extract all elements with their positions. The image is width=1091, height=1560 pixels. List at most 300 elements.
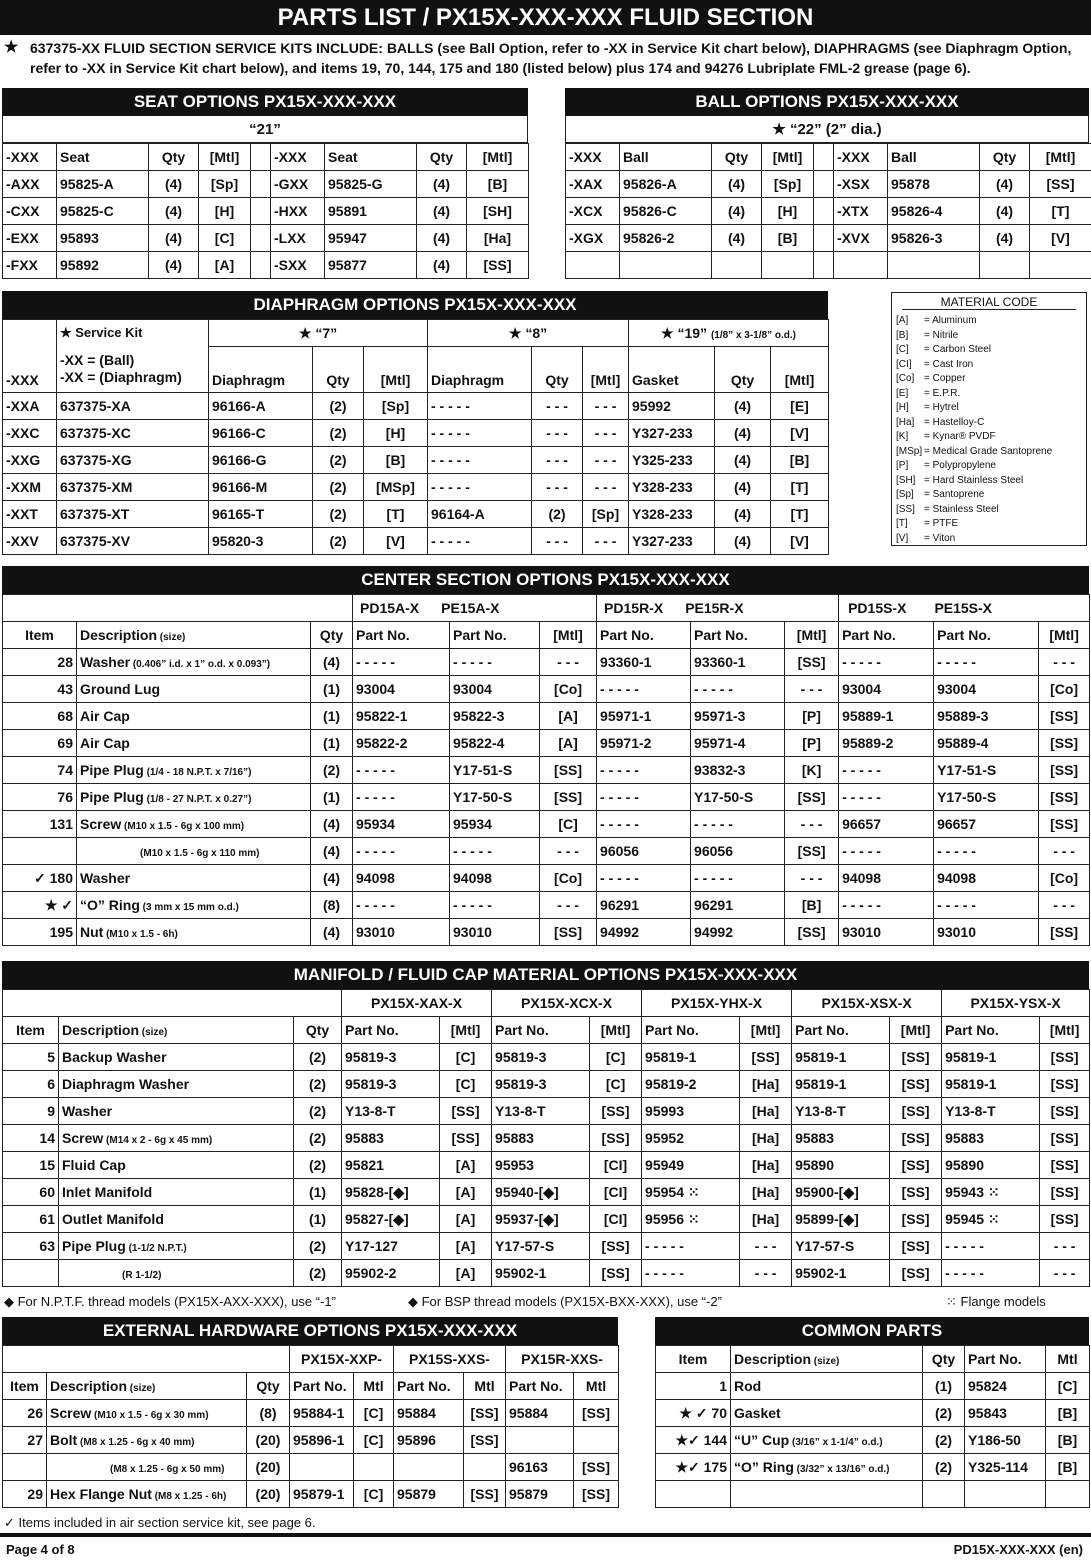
table-cell: -XXA xyxy=(3,393,57,420)
table-cell: [SS] xyxy=(890,1044,942,1071)
table-cell: - - - xyxy=(532,420,583,447)
col-header: Qty xyxy=(247,1373,290,1400)
table-cell: 95902-1 xyxy=(792,1260,890,1287)
table-cell: [SS] xyxy=(890,1098,942,1125)
table-cell: 95819-1 xyxy=(942,1044,1040,1071)
table-cell: [SS] xyxy=(464,1400,506,1427)
table-cell: [SS] xyxy=(467,252,529,279)
table-row xyxy=(3,1400,619,1427)
table-cell: (20) xyxy=(247,1427,290,1454)
table-cell: (2) xyxy=(313,474,364,501)
table-row xyxy=(3,892,1090,919)
col-header: -XXX xyxy=(3,320,57,393)
column-gap xyxy=(251,225,271,252)
table-cell: -XGX xyxy=(566,225,620,252)
table-cell: Y13-8-T xyxy=(492,1098,590,1125)
table-row xyxy=(656,1373,1090,1400)
seat-options-section xyxy=(2,88,528,279)
col-header: [Mtl] xyxy=(440,1017,492,1044)
table-cell xyxy=(965,1481,1046,1508)
table-cell: [SS] xyxy=(1030,171,1091,198)
item-number: 28 xyxy=(3,649,77,676)
table-cell: (4) xyxy=(311,838,353,865)
table-cell: - - - - - xyxy=(353,838,450,865)
table-row xyxy=(3,865,1090,892)
col-header: [Mtl] xyxy=(762,144,814,171)
table-cell: -CXX xyxy=(3,198,57,225)
table-cell: [SS] xyxy=(574,1481,619,1508)
table-cell: (4) xyxy=(715,474,771,501)
table-cell: -XXV xyxy=(3,528,57,555)
table-cell: - - - - - xyxy=(839,757,934,784)
table-cell: 95843 xyxy=(965,1400,1046,1427)
col-header: Qty xyxy=(712,144,762,171)
table-cell: 96163 xyxy=(506,1454,574,1481)
npt-note: ◆ For N.P.T.F. thread models (PX15X-AXX-XXX), use “-1” xyxy=(4,1294,336,1309)
table-cell: 94992 xyxy=(597,919,691,946)
table-row xyxy=(3,676,1090,703)
table-cell: - - - xyxy=(740,1233,792,1260)
table-cell: 94098 xyxy=(450,865,540,892)
table-cell: 95937-[◆] xyxy=(492,1206,590,1233)
table-row xyxy=(3,1233,1090,1260)
table-cell: -FXX xyxy=(3,252,57,279)
table-cell: [SS] xyxy=(1040,1152,1090,1179)
table-cell: [K] xyxy=(785,757,839,784)
table-cell: 95947 xyxy=(325,225,417,252)
model-xax: PX15X-XAX-X xyxy=(342,990,492,1017)
table-cell: (1) xyxy=(294,1206,342,1233)
table-cell: - - - xyxy=(785,811,839,838)
external-hardware-section xyxy=(2,1317,618,1508)
item-19-header: ★ “19” (1/8” x 3-1/8” o.d.) xyxy=(629,320,829,347)
table-cell: 95971-1 xyxy=(597,703,691,730)
table-cell: (2) xyxy=(532,501,583,528)
service-kit-legend: -XX = (Ball) -XX = (Diaphragm) xyxy=(57,347,209,393)
table-cell: - - - xyxy=(532,447,583,474)
description: Fluid Cap xyxy=(59,1152,294,1179)
table-row xyxy=(3,838,1090,865)
table-cell: [V] xyxy=(771,420,829,447)
table-cell: (2) xyxy=(923,1427,965,1454)
table-cell: [H] xyxy=(364,420,428,447)
description: Diaphragm Washer xyxy=(59,1071,294,1098)
col-header: [Mtl] xyxy=(785,622,839,649)
table-cell: [SS] xyxy=(740,1044,792,1071)
table-cell: [CI] xyxy=(590,1152,642,1179)
col-header: Diaphragm xyxy=(428,347,532,393)
table-cell xyxy=(354,1454,394,1481)
center-section-title: CENTER SECTION OPTIONS PX15X-XXX-XXX xyxy=(2,566,1089,594)
table-cell: (4) xyxy=(712,225,762,252)
table-cell: [SS] xyxy=(1040,1206,1090,1233)
common-parts-section xyxy=(655,1317,1089,1508)
table-cell: (4) xyxy=(715,528,771,555)
table-cell: (4) xyxy=(311,649,353,676)
table-row xyxy=(566,171,1091,198)
table-cell: (1) xyxy=(311,703,353,730)
common-parts-table xyxy=(655,1345,1090,1508)
table-cell: 95819-1 xyxy=(642,1044,740,1071)
table-cell: 95879 xyxy=(394,1481,464,1508)
table-cell: 95877 xyxy=(325,252,417,279)
table-cell xyxy=(712,252,762,279)
table-cell: 95943 ⁙ xyxy=(942,1179,1040,1206)
table-cell: [Co] xyxy=(1039,865,1090,892)
table-cell: 95971-3 xyxy=(691,703,785,730)
material-code-entry: [SH] = Hard Stainless Steel xyxy=(896,474,1024,486)
material-code-legend xyxy=(891,292,1087,546)
col-header: Qty xyxy=(311,622,353,649)
table-cell: (1) xyxy=(923,1373,965,1400)
model-xxs-s: PX15S-XXS- xyxy=(394,1346,506,1373)
table-row xyxy=(3,1152,1090,1179)
table-row xyxy=(3,447,829,474)
table-cell: (2) xyxy=(294,1044,342,1071)
col-header: Part No. xyxy=(597,622,691,649)
table-cell: [SH] xyxy=(467,198,529,225)
table-cell: [SS] xyxy=(890,1260,942,1287)
table-cell xyxy=(394,1454,464,1481)
table-cell: 95971-4 xyxy=(691,730,785,757)
description: Pipe Plug (1-1/2 N.P.T.) xyxy=(59,1233,294,1260)
table-cell: [Ha] xyxy=(740,1125,792,1152)
table-cell: 95884-1 xyxy=(290,1400,354,1427)
table-cell: [SS] xyxy=(1040,1071,1090,1098)
table-cell: [A] xyxy=(540,730,597,757)
description: “O” Ring (3 mm x 15 mm o.d.) xyxy=(77,892,311,919)
table-cell: (2) xyxy=(313,393,364,420)
table-cell: [Ha] xyxy=(467,225,529,252)
table-cell: [SS] xyxy=(590,1260,642,1287)
column-gap xyxy=(251,198,271,225)
col-header: [Mtl] xyxy=(890,1017,942,1044)
table-cell: - - - - - xyxy=(691,865,785,892)
description: Air Cap xyxy=(77,703,311,730)
table-cell: - - - - - xyxy=(597,865,691,892)
table-cell: [B] xyxy=(762,225,814,252)
col-header: Item xyxy=(3,1017,59,1044)
table-cell: - - - xyxy=(583,393,629,420)
description: Rod xyxy=(731,1373,923,1400)
table-cell: [C] xyxy=(440,1044,492,1071)
item-number: 9 xyxy=(3,1098,59,1125)
table-cell: [SS] xyxy=(1039,730,1090,757)
material-code-entry: [A] = Aluminum xyxy=(896,315,977,326)
table-cell: (2) xyxy=(313,501,364,528)
table-cell: [SS] xyxy=(590,1125,642,1152)
table-cell: - - - xyxy=(532,474,583,501)
table-cell: 95825-A xyxy=(57,171,149,198)
table-cell: [SS] xyxy=(890,1152,942,1179)
table-cell: 95940-[◆] xyxy=(492,1179,590,1206)
table-cell: (4) xyxy=(149,252,199,279)
item-number: 6 xyxy=(3,1071,59,1098)
table-row xyxy=(566,225,1091,252)
table-row xyxy=(3,757,1090,784)
table-row xyxy=(3,811,1090,838)
table-cell: [CI] xyxy=(590,1179,642,1206)
col-header: Description (size) xyxy=(59,1017,294,1044)
table-cell: 95945 ⁙ xyxy=(942,1206,1040,1233)
table-cell: (2) xyxy=(923,1400,965,1427)
col-header: [Mtl] xyxy=(540,622,597,649)
table-cell: [B] xyxy=(364,447,428,474)
col-header: Part No. xyxy=(342,1017,440,1044)
table-cell: 93832-3 xyxy=(691,757,785,784)
col-header: Item xyxy=(656,1346,731,1373)
table-row xyxy=(3,420,829,447)
table-cell: 96657 xyxy=(934,811,1039,838)
table-cell: [E] xyxy=(771,393,829,420)
material-code-title: MATERIAL CODE xyxy=(902,295,1076,310)
description: Screw (M10 x 1.5 - 6g x 30 mm) xyxy=(47,1400,247,1427)
table-cell xyxy=(762,252,814,279)
table-cell: -XXT xyxy=(3,501,57,528)
table-cell: 95934 xyxy=(353,811,450,838)
column-gap xyxy=(251,144,271,171)
description: Pipe Plug (1/8 - 27 N.P.T. x 0.27”) xyxy=(77,784,311,811)
table-row xyxy=(3,784,1090,811)
table-cell: 95883 xyxy=(492,1125,590,1152)
table-cell: - - - xyxy=(532,393,583,420)
table-cell: 637375-XT xyxy=(57,501,209,528)
seat-table xyxy=(2,143,529,279)
table-cell: [SS] xyxy=(440,1125,492,1152)
table-cell: (4) xyxy=(149,225,199,252)
table-cell: [SS] xyxy=(890,1071,942,1098)
col-header: Part No. xyxy=(506,1373,574,1400)
table-cell: (2) xyxy=(313,528,364,555)
table-cell: [SS] xyxy=(574,1400,619,1427)
table-row xyxy=(3,225,529,252)
table-cell xyxy=(923,1481,965,1508)
table-cell: - - - xyxy=(540,838,597,865)
table-cell: - - - xyxy=(740,1260,792,1287)
model-xxs-r: PX15R-XXS- xyxy=(506,1346,619,1373)
table-cell: Y17-50-S xyxy=(934,784,1039,811)
table-cell: [B] xyxy=(467,171,529,198)
table-cell: 94992 xyxy=(691,919,785,946)
table-cell: -EXX xyxy=(3,225,57,252)
item-7-header: ★ “7” xyxy=(209,320,428,347)
col-header: Qty xyxy=(417,144,467,171)
col-header: Mtl xyxy=(354,1373,394,1400)
table-cell: [SS] xyxy=(574,1454,619,1481)
table-cell: 94098 xyxy=(934,865,1039,892)
table-row xyxy=(3,474,829,501)
table-cell: [Ha] xyxy=(740,1071,792,1098)
col-header: Part No. xyxy=(965,1346,1046,1373)
item-number: ★✓ 175 xyxy=(656,1454,731,1481)
table-cell: 95902-2 xyxy=(342,1260,440,1287)
table-cell: [C] xyxy=(590,1071,642,1098)
col-header: Qty xyxy=(532,347,583,393)
model-group-a: PD15A-X PE15A-X xyxy=(353,595,597,622)
service-kit-note: ★ 637375-XX FLUID SECTION SERVICE KITS INCLUDE: BALLS (see Ball Option, refer to -XX in Service Kit chart below), DIAPHRAGMS (see Diaphragm Option, refer to -XX in Service Kit chart below), and items 19, 70, 144, 175 and 180 (listed below) plus 174 and 94276 Lubriplate FML-2 grease (page 6). xyxy=(4,39,1072,76)
table-cell: - - - xyxy=(583,528,629,555)
table-cell: 95890 xyxy=(792,1152,890,1179)
table-cell: [T] xyxy=(771,474,829,501)
table-cell: Y325-233 xyxy=(629,447,715,474)
col-header: Part No. xyxy=(839,622,934,649)
item-number xyxy=(656,1481,731,1508)
table-cell: - - - - - xyxy=(428,528,532,555)
model-group-r: PD15R-X PE15R-X xyxy=(597,595,839,622)
table-cell: - - - - - xyxy=(642,1233,740,1260)
table-cell: [T] xyxy=(1030,198,1091,225)
table-cell: 93010 xyxy=(450,919,540,946)
table-cell: - - - - - xyxy=(428,420,532,447)
seat-options-title: SEAT OPTIONS PX15X-XXX-XXX xyxy=(2,88,528,116)
table-cell: 93010 xyxy=(353,919,450,946)
table-cell: 95879 xyxy=(506,1481,574,1508)
table-cell: 95896 xyxy=(394,1427,464,1454)
table-cell: 96166-G xyxy=(209,447,313,474)
table-cell: 93004 xyxy=(839,676,934,703)
table-cell: - - - xyxy=(540,649,597,676)
table-cell: [SS] xyxy=(1039,703,1090,730)
table-cell: 95819-3 xyxy=(492,1044,590,1071)
table-cell: (2) xyxy=(294,1260,342,1287)
item-number: 29 xyxy=(3,1481,47,1508)
table-cell: - - - - - xyxy=(597,757,691,784)
col-header: Part No. xyxy=(450,622,540,649)
table-cell: [A] xyxy=(440,1233,492,1260)
table-cell: Y17-57-S xyxy=(792,1233,890,1260)
table-cell: - - - - - xyxy=(642,1260,740,1287)
table-cell xyxy=(980,252,1030,279)
table-cell: [SS] xyxy=(1039,919,1090,946)
table-cell: - - - - - xyxy=(353,649,450,676)
material-code-entry: [Sp] = Santoprene xyxy=(896,489,985,500)
table-cell: [T] xyxy=(364,501,428,528)
col-header: -XXX xyxy=(834,144,888,171)
table-cell: 95878 xyxy=(888,171,980,198)
table-cell: 96056 xyxy=(691,838,785,865)
table-cell: (8) xyxy=(247,1400,290,1427)
table-cell: 95934 xyxy=(450,811,540,838)
table-cell: [SS] xyxy=(890,1179,942,1206)
table-cell: 637375-XM xyxy=(57,474,209,501)
table-cell: [SS] xyxy=(785,838,839,865)
material-code-entry: [P] = Polypropylene xyxy=(896,460,996,471)
model-xxp: PX15X-XXP- xyxy=(290,1346,394,1373)
item-number xyxy=(3,838,77,865)
table-row xyxy=(3,1098,1090,1125)
table-cell: (2) xyxy=(313,420,364,447)
table-row xyxy=(3,649,1090,676)
table-cell: Y17-51-S xyxy=(934,757,1039,784)
description: Outlet Manifold xyxy=(59,1206,294,1233)
description: Bolt (M8 x 1.25 - 6g x 40 mm) xyxy=(47,1427,247,1454)
table-cell: 95824 xyxy=(965,1373,1046,1400)
table-cell: Y328-233 xyxy=(629,474,715,501)
footer-rule xyxy=(0,1533,1091,1537)
table-cell: 95819-3 xyxy=(342,1071,440,1098)
table-cell: 95884 xyxy=(394,1400,464,1427)
table-cell: 95902-1 xyxy=(492,1260,590,1287)
table-cell: (4) xyxy=(149,171,199,198)
ball-table xyxy=(565,143,1091,279)
material-code-entry: [E] = E.P.R. xyxy=(896,387,961,399)
table-cell: (1) xyxy=(294,1179,342,1206)
table-cell: 95949 xyxy=(642,1152,740,1179)
table-cell xyxy=(888,252,980,279)
table-cell: (4) xyxy=(980,198,1030,225)
model-xsx: PX15X-XSX-X xyxy=(792,990,942,1017)
item-number xyxy=(3,1260,59,1287)
table-cell: [B] xyxy=(771,447,829,474)
table-cell: 96291 xyxy=(691,892,785,919)
table-cell: (2) xyxy=(313,447,364,474)
table-cell: (4) xyxy=(712,171,762,198)
material-code-entry: [V] = Viton xyxy=(896,532,956,544)
table-cell: 95993 xyxy=(642,1098,740,1125)
table-cell: [B] xyxy=(1046,1427,1090,1454)
table-cell: 96164-A xyxy=(428,501,532,528)
table-cell: [Ha] xyxy=(740,1152,792,1179)
column-gap xyxy=(814,198,834,225)
description: Gasket xyxy=(731,1400,923,1427)
description: Pipe Plug (1/4 - 18 N.P.T. x 7/16”) xyxy=(77,757,311,784)
table-cell: 95883 xyxy=(792,1125,890,1152)
table-cell: (4) xyxy=(311,811,353,838)
table-cell: [A] xyxy=(440,1152,492,1179)
item-8-header: ★ “8” xyxy=(428,320,629,347)
table-cell: 95899-[◆] xyxy=(792,1206,890,1233)
table-cell: [H] xyxy=(762,198,814,225)
table-cell: - - - - - xyxy=(597,784,691,811)
material-code-entry: [T] = PTFE xyxy=(896,518,959,529)
table-cell: [SS] xyxy=(464,1481,506,1508)
table-cell: [T] xyxy=(771,501,829,528)
table-cell: 93004 xyxy=(934,676,1039,703)
table-cell: 95821 xyxy=(342,1152,440,1179)
table-cell: -HXX xyxy=(271,198,325,225)
item-number: 76 xyxy=(3,784,77,811)
table-cell: 93360-1 xyxy=(691,649,785,676)
col-header: Mtl xyxy=(464,1373,506,1400)
col-header: Qty xyxy=(923,1346,965,1373)
table-cell xyxy=(290,1454,354,1481)
table-cell: Y13-8-T xyxy=(792,1098,890,1125)
col-header: [Mtl] xyxy=(1030,144,1091,171)
table-row xyxy=(3,1071,1090,1098)
table-cell: 95893 xyxy=(57,225,149,252)
table-cell: (4) xyxy=(417,171,467,198)
item-number: ★ ✓ 70 xyxy=(656,1400,731,1427)
table-cell: [SS] xyxy=(1039,811,1090,838)
table-cell: Y13-8-T xyxy=(342,1098,440,1125)
col-header: [Mtl] xyxy=(467,144,529,171)
table-cell: - - - - - xyxy=(597,811,691,838)
column-gap xyxy=(251,171,271,198)
table-cell: 93004 xyxy=(353,676,450,703)
table-cell: 95889-1 xyxy=(839,703,934,730)
table-row xyxy=(3,252,529,279)
col-header: [Mtl] xyxy=(771,347,829,393)
table-cell: [C] xyxy=(354,1427,394,1454)
item-number: 43 xyxy=(3,676,77,703)
item-number: 68 xyxy=(3,703,77,730)
table-cell: 95953 xyxy=(492,1152,590,1179)
col-header: Seat xyxy=(57,144,149,171)
col-header: Item xyxy=(3,622,77,649)
table-cell: - - - - - xyxy=(450,838,540,865)
table-cell: - - - - - xyxy=(839,838,934,865)
table-cell: [CI] xyxy=(590,1206,642,1233)
